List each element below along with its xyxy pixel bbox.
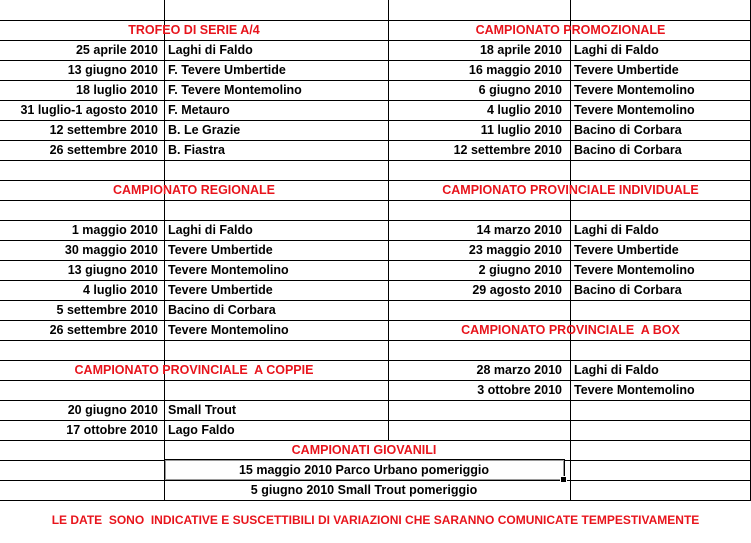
grid-row-line	[0, 160, 751, 161]
promozionale-place-1[interactable]: Laghi di Faldo	[574, 43, 659, 57]
title-campionati-giovanili: CAMPIONATI GIOVANILI	[291, 443, 437, 457]
grid-row-line	[563, 480, 751, 481]
trofeo-place-4[interactable]: F. Metauro	[168, 103, 230, 117]
coppie-place-1[interactable]: Small Trout	[168, 403, 237, 417]
individuale-place-2[interactable]: Tevere Umbertide	[574, 243, 679, 257]
individuale-date-1[interactable]: 14 marzo 2010	[476, 223, 562, 237]
trofeo-place-3[interactable]: F. Tevere Montemolino	[168, 83, 302, 97]
individuale-place-1[interactable]: Laghi di Faldo	[574, 223, 659, 237]
regionale-place-6[interactable]: Tevere Montemolino	[168, 323, 289, 337]
individuale-place-3[interactable]: Tevere Montemolino	[574, 263, 695, 277]
coppie-date-2[interactable]: 17 ottobre 2010	[66, 423, 158, 437]
promozionale-place-3[interactable]: Tevere Montemolino	[574, 83, 695, 97]
trofeo-date-4[interactable]: 31 luglio-1 agosto 2010	[20, 103, 158, 117]
title-campionato-regionale: CAMPIONATO REGIONALE	[112, 183, 276, 197]
promozionale-date-6[interactable]: 12 settembre 2010	[453, 143, 562, 157]
title-campionato-provinciale-a-box: CAMPIONATO PROVINCIALE A BOX	[461, 323, 680, 337]
regionale-date-4[interactable]: 4 luglio 2010	[82, 283, 158, 297]
grid-column-line	[388, 0, 389, 440]
grid-row-line	[0, 200, 751, 201]
title-campionato-provinciale-individuale: CAMPIONATO PROVINCIALE INDIVIDUALE	[442, 183, 699, 197]
promozionale-place-2[interactable]: Tevere Umbertide	[574, 63, 679, 77]
regionale-date-3[interactable]: 13 giugno 2010	[67, 263, 158, 277]
promozionale-date-5[interactable]: 11 luglio 2010	[480, 123, 562, 137]
title-trofeo-serie-a4: TROFEO DI SERIE A/4	[128, 23, 260, 37]
promozionale-date-2[interactable]: 16 maggio 2010	[468, 63, 562, 77]
grid-row-line	[0, 480, 164, 481]
regionale-date-6[interactable]: 26 settembre 2010	[49, 323, 158, 337]
promozionale-place-4[interactable]: Tevere Montemolino	[574, 103, 695, 117]
box-date-2[interactable]: 3 ottobre 2010	[477, 383, 562, 397]
box-place-1[interactable]: Laghi di Faldo	[574, 363, 659, 377]
trofeo-place-1[interactable]: Laghi di Faldo	[168, 43, 253, 57]
individuale-place-4[interactable]: Bacino di Corbara	[574, 283, 682, 297]
trofeo-date-3[interactable]: 18 luglio 2010	[76, 83, 158, 97]
coppie-place-2[interactable]: Lago Faldo	[168, 423, 235, 437]
grid-row-line	[563, 460, 751, 461]
trofeo-place-6[interactable]: B. Fiastra	[168, 143, 225, 157]
trofeo-place-2[interactable]: F. Tevere Umbertide	[168, 63, 286, 77]
regionale-place-3[interactable]: Tevere Montemolino	[168, 263, 289, 277]
grid-row-line	[0, 340, 751, 341]
box-place-2[interactable]: Tevere Montemolino	[574, 383, 695, 397]
regionale-place-4[interactable]: Tevere Umbertide	[168, 283, 273, 297]
title-campionato-promozionale: CAMPIONATO PROMOZIONALE	[475, 23, 666, 37]
grid-row-line	[0, 500, 751, 501]
giovanili-row-2[interactable]: 5 giugno 2010 Small Trout pomeriggio	[250, 483, 478, 497]
individuale-date-2[interactable]: 23 maggio 2010	[468, 243, 562, 257]
promozionale-date-4[interactable]: 4 luglio 2010	[486, 103, 562, 117]
trofeo-date-1[interactable]: 25 aprile 2010	[75, 43, 158, 57]
promozionale-place-6[interactable]: Bacino di Corbara	[574, 143, 682, 157]
grid-column-line	[570, 0, 571, 500]
trofeo-date-5[interactable]: 12 settembre 2010	[49, 123, 158, 137]
regionale-place-2[interactable]: Tevere Umbertide	[168, 243, 273, 257]
promozionale-date-3[interactable]: 6 giugno 2010	[478, 83, 562, 97]
regionale-date-2[interactable]: 30 maggio 2010	[64, 243, 158, 257]
coppie-date-1[interactable]: 20 giugno 2010	[67, 403, 158, 417]
regionale-date-5[interactable]: 5 settembre 2010	[56, 303, 158, 317]
giovanili-row-1[interactable]: 15 maggio 2010 Parco Urbano pomeriggio	[238, 463, 490, 477]
regionale-date-1[interactable]: 1 maggio 2010	[71, 223, 158, 237]
grid-row-line	[0, 460, 164, 461]
trofeo-date-2[interactable]: 13 giugno 2010	[67, 63, 158, 77]
promozionale-place-5[interactable]: Bacino di Corbara	[574, 123, 682, 137]
regionale-place-1[interactable]: Laghi di Faldo	[168, 223, 253, 237]
title-campionato-provinciale-a-coppie: CAMPIONATO PROVINCIALE A COPPIE	[74, 363, 314, 377]
box-date-1[interactable]: 28 marzo 2010	[476, 363, 562, 377]
individuale-date-4[interactable]: 29 agosto 2010	[472, 283, 562, 297]
grid-column-line	[164, 0, 165, 500]
individuale-date-3[interactable]: 2 giugno 2010	[478, 263, 562, 277]
trofeo-place-5[interactable]: B. Le Grazie	[168, 123, 241, 137]
regionale-place-5[interactable]: Bacino di Corbara	[168, 303, 276, 317]
promozionale-date-1[interactable]: 18 aprile 2010	[479, 43, 562, 57]
trofeo-date-6[interactable]: 26 settembre 2010	[49, 143, 158, 157]
footer-note: LE DATE SONO INDICATIVE E SUSCETTIBILI DI VARIAZIONI CHE SARANNO COMUNICATE TEMPESTIVAMENTE	[51, 513, 700, 527]
